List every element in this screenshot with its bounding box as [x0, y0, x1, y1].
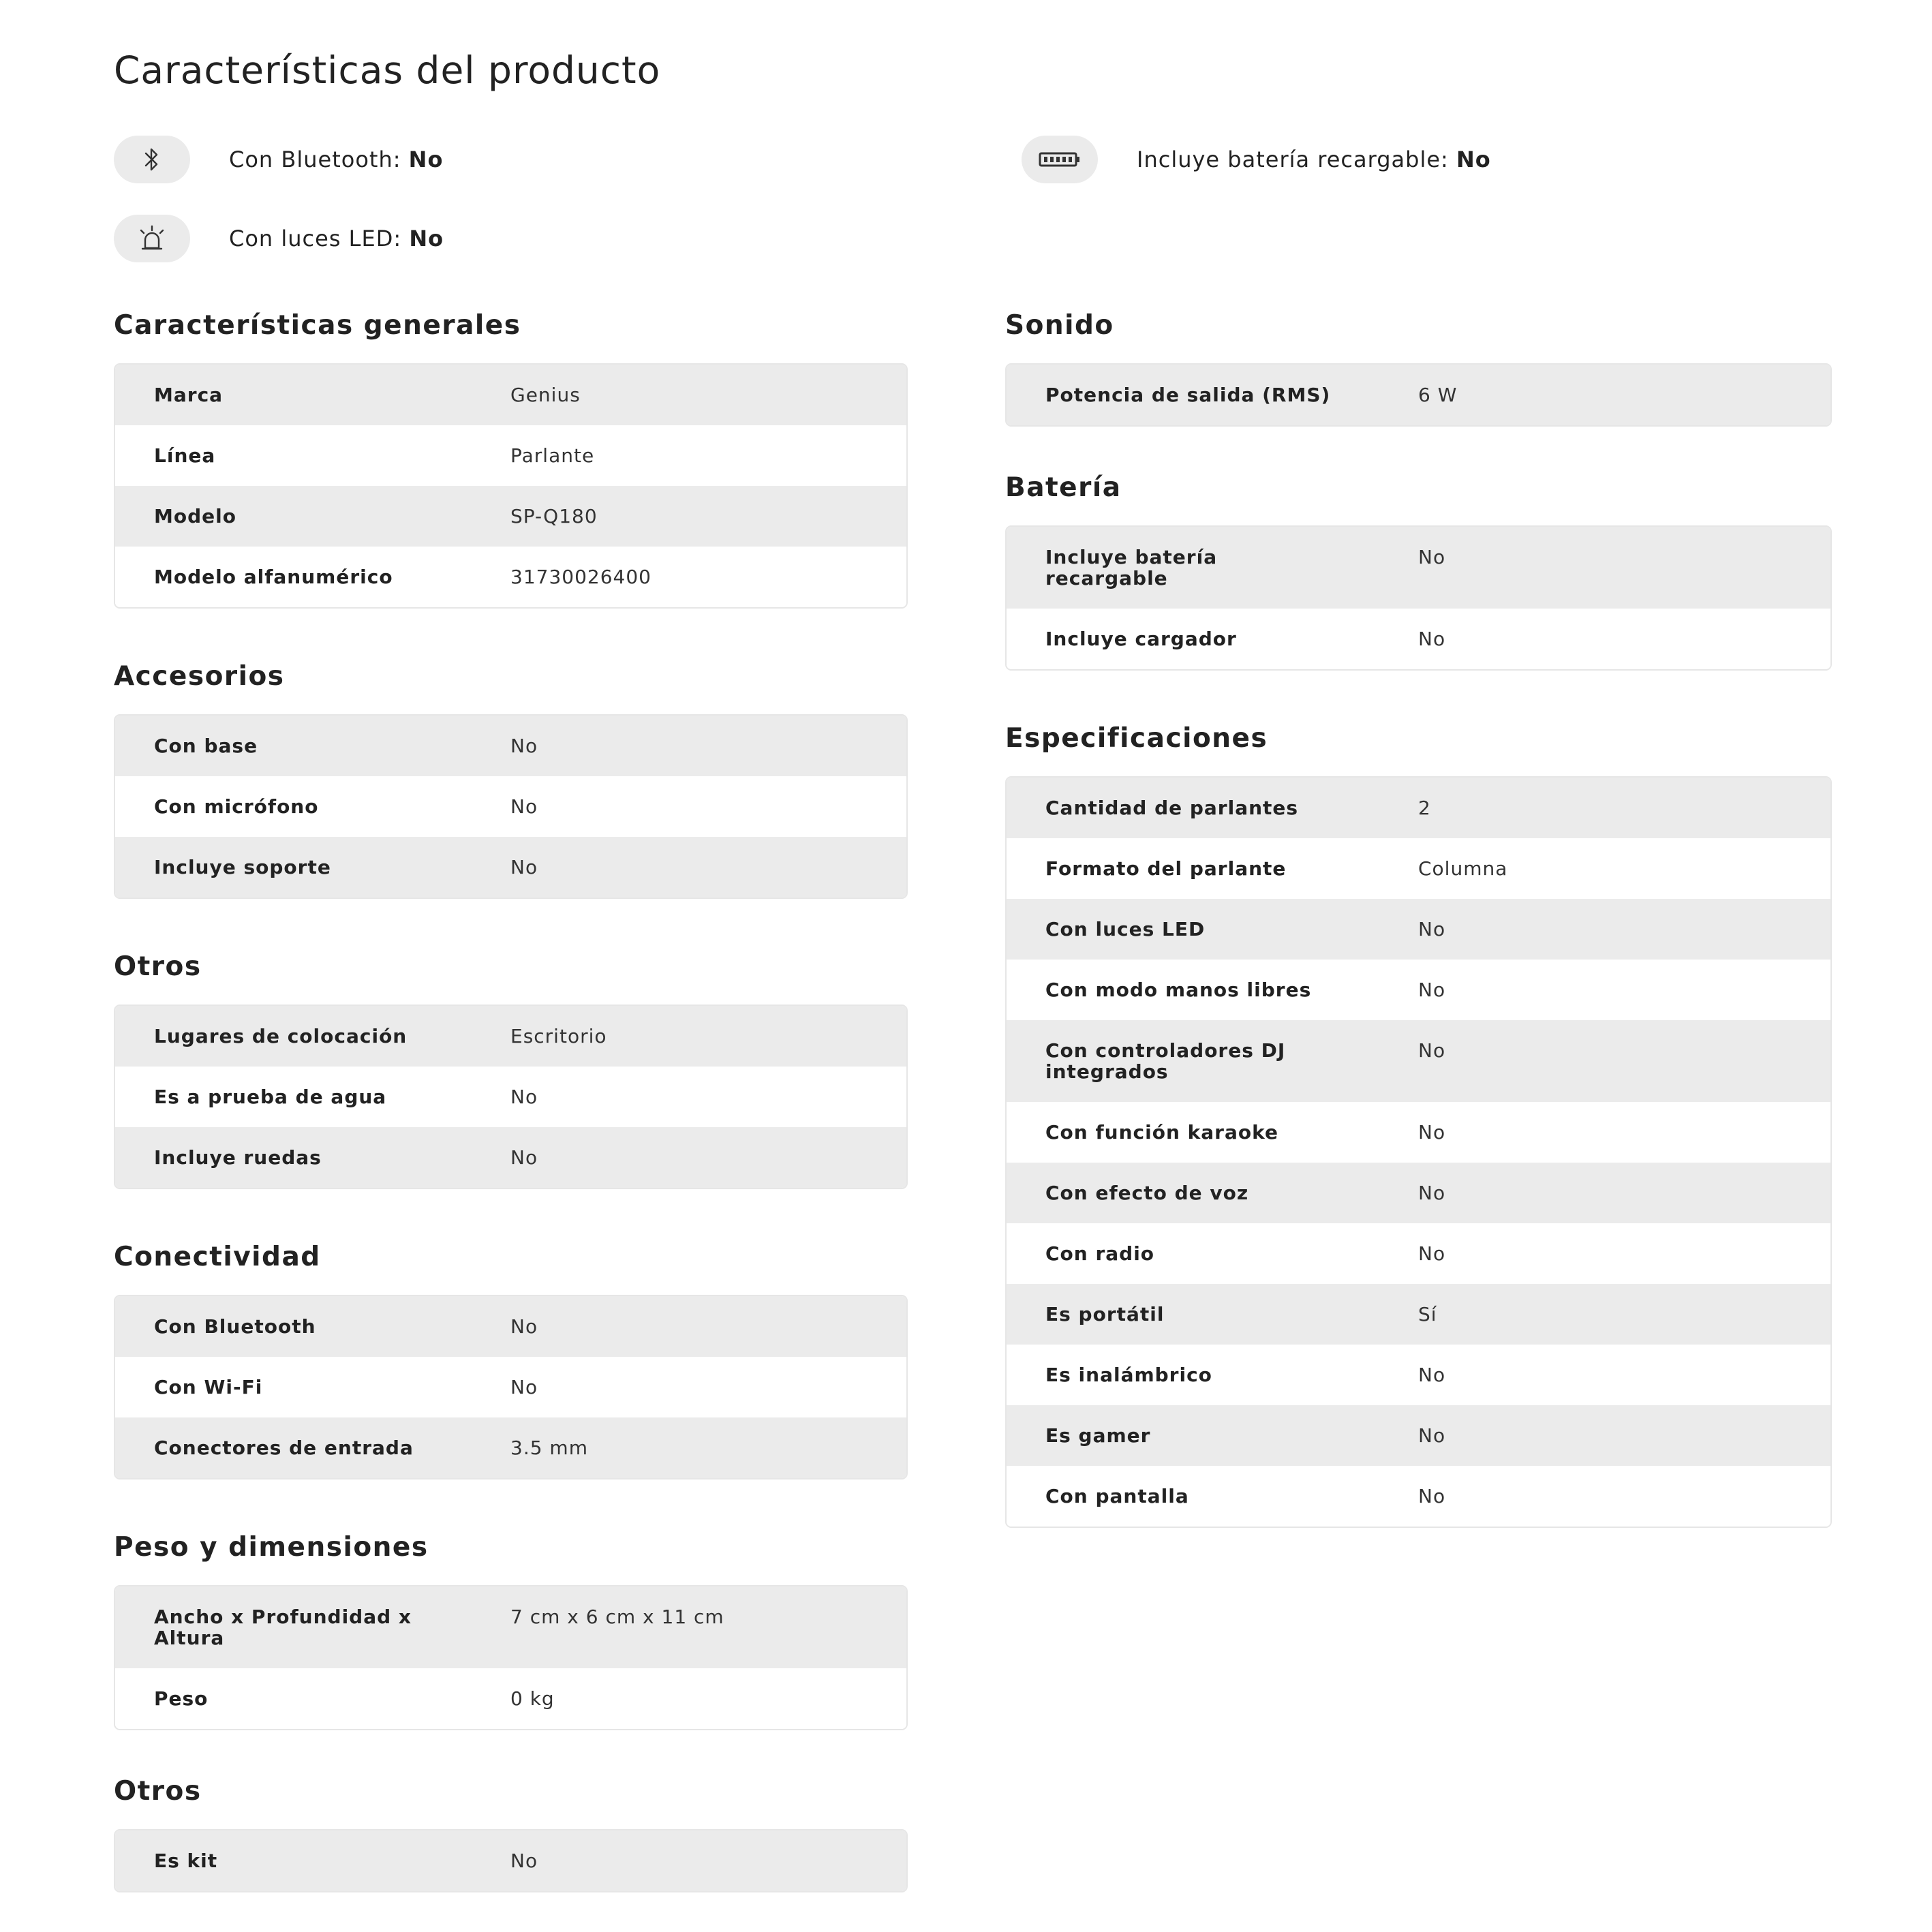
spec-label: Con modo manos libres	[1045, 979, 1312, 1001]
spec-table	[114, 1295, 908, 1479]
spec-label: Es inalámbrico	[1045, 1364, 1212, 1386]
spec-value: Escritorio	[510, 1025, 607, 1047]
table-row	[115, 716, 906, 776]
spec-value: No	[1418, 1039, 1446, 1062]
table-row	[1007, 1102, 1830, 1163]
spec-label: Con base	[154, 735, 258, 757]
spec-value: No	[1418, 979, 1446, 1001]
spec-label: Potencia de salida (RMS)	[1045, 384, 1331, 406]
section-title: Conectividad	[114, 1242, 321, 1272]
table-row	[115, 1296, 906, 1357]
spec-label: Modelo	[154, 505, 236, 527]
table-row	[115, 1668, 906, 1729]
spec-label: Con pantalla	[1045, 1485, 1189, 1507]
section-title: Accesorios	[114, 661, 285, 692]
table-row	[1007, 838, 1830, 899]
table-row	[115, 1006, 906, 1067]
table-row	[1007, 1223, 1830, 1284]
spec-label: Con luces LED	[1045, 918, 1206, 940]
specs-left-column	[114, 301, 908, 1892]
spec-table	[114, 714, 908, 899]
spec-value: No	[510, 856, 538, 878]
spec-value: No	[1418, 1121, 1446, 1144]
spec-value: No	[510, 795, 538, 818]
spec-label: Peso	[154, 1687, 209, 1710]
spec-label: Incluye batería recargable	[1045, 546, 1218, 589]
spec-label: Con Wi-Fi	[154, 1376, 263, 1398]
spec-label: Conectores de entrada	[154, 1437, 414, 1459]
spec-value: No	[1418, 1182, 1446, 1204]
table-row	[115, 1586, 906, 1668]
spec-value: 31730026400	[510, 566, 651, 588]
page-title: Características del producto	[114, 48, 661, 92]
spec-label: Es portátil	[1045, 1303, 1165, 1325]
spec-value: 7 cm x 6 cm x 11 cm	[510, 1606, 724, 1628]
highlight-text: Con luces LED: No	[229, 226, 444, 251]
bluetooth-icon	[114, 136, 190, 183]
table-row	[1007, 527, 1830, 609]
spec-label: Con controladores DJ integrados	[1045, 1039, 1286, 1083]
table-row	[1007, 1345, 1830, 1405]
spec-label: Marca	[154, 384, 224, 406]
spec-label: Con efecto de voz	[1045, 1182, 1249, 1204]
spec-value: SP-Q180	[510, 505, 598, 527]
table-row	[1007, 899, 1830, 960]
spec-value: No	[1418, 1424, 1446, 1447]
table-row	[1007, 1284, 1830, 1345]
spec-table	[1005, 363, 1832, 427]
spec-label: Es a prueba de agua	[154, 1086, 387, 1108]
table-row	[115, 1067, 906, 1127]
spec-label: Modelo alfanumérico	[154, 566, 393, 588]
spec-label: Con micrófono	[154, 795, 319, 818]
table-row	[115, 547, 906, 607]
led-light-icon	[114, 215, 190, 262]
table-row	[115, 776, 906, 837]
table-row	[115, 1417, 906, 1478]
table-row	[1007, 1020, 1830, 1102]
spec-value: Genius	[510, 384, 581, 406]
spec-label: Incluye cargador	[1045, 628, 1237, 650]
section-title: Características generales	[114, 310, 521, 341]
spec-table	[114, 363, 908, 609]
table-row	[1007, 960, 1830, 1020]
spec-value: No	[1418, 1364, 1446, 1386]
spec-value: 6 W	[1418, 384, 1458, 406]
highlight-text: Con Bluetooth: No	[229, 147, 444, 172]
section-title: Batería	[1005, 472, 1122, 503]
table-row	[1007, 778, 1830, 838]
spec-table	[114, 1829, 908, 1892]
table-row	[1007, 1466, 1830, 1527]
table-row	[1007, 609, 1830, 669]
section-title: Otros	[114, 1776, 202, 1807]
section-title: Sonido	[1005, 310, 1114, 341]
spec-value: No	[510, 1146, 538, 1169]
spec-value: Parlante	[510, 444, 595, 467]
spec-label: Con Bluetooth	[154, 1315, 316, 1338]
table-row	[115, 837, 906, 898]
table-row	[115, 1357, 906, 1417]
table-row	[115, 1127, 906, 1188]
table-row	[115, 365, 906, 425]
highlight-battery	[1022, 136, 1491, 183]
spec-value: No	[1418, 918, 1446, 940]
spec-value: Sí	[1418, 1303, 1437, 1325]
table-row	[1007, 1405, 1830, 1466]
spec-table	[114, 1005, 908, 1189]
highlight-text: Incluye batería recargable: No	[1137, 147, 1491, 172]
specs-right-column	[1005, 301, 1832, 1528]
spec-value: No	[510, 735, 538, 757]
spec-table	[114, 1585, 908, 1730]
battery-icon	[1022, 136, 1098, 183]
highlight-led	[114, 215, 444, 262]
spec-label: Formato del parlante	[1045, 857, 1287, 880]
spec-label: Incluye soporte	[154, 856, 331, 878]
spec-label: Es kit	[154, 1850, 218, 1872]
spec-table	[1005, 776, 1832, 1528]
table-row	[115, 425, 906, 486]
highlight-bluetooth	[114, 136, 443, 183]
spec-label: Línea	[154, 444, 216, 467]
section-title: Especificaciones	[1005, 723, 1268, 754]
spec-label: Lugares de colocación	[154, 1025, 408, 1047]
spec-value: No	[1418, 1485, 1446, 1507]
spec-value: 2	[1418, 797, 1431, 819]
spec-label: Con función karaoke	[1045, 1121, 1278, 1144]
spec-value: No	[1418, 1242, 1446, 1265]
spec-table	[1005, 525, 1832, 671]
spec-label: Incluye ruedas	[154, 1146, 322, 1169]
spec-label: Con radio	[1045, 1242, 1155, 1265]
spec-value: No	[1418, 628, 1446, 650]
section-title: Otros	[114, 951, 202, 982]
spec-value: No	[1418, 546, 1446, 568]
spec-value: 3.5 mm	[510, 1437, 588, 1459]
section-title: Peso y dimensiones	[114, 1532, 429, 1563]
table-row	[1007, 1163, 1830, 1223]
spec-value: Columna	[1418, 857, 1508, 880]
spec-label: Ancho x Profundidad x Altura	[154, 1606, 412, 1649]
table-row	[115, 486, 906, 547]
spec-value: No	[510, 1086, 538, 1108]
spec-label: Es gamer	[1045, 1424, 1151, 1447]
spec-value: 0 kg	[510, 1687, 555, 1710]
table-row	[115, 1830, 906, 1891]
table-row	[1007, 365, 1830, 425]
spec-value: No	[510, 1850, 538, 1872]
spec-value: No	[510, 1376, 538, 1398]
spec-label: Cantidad de parlantes	[1045, 797, 1299, 819]
spec-value: No	[510, 1315, 538, 1338]
